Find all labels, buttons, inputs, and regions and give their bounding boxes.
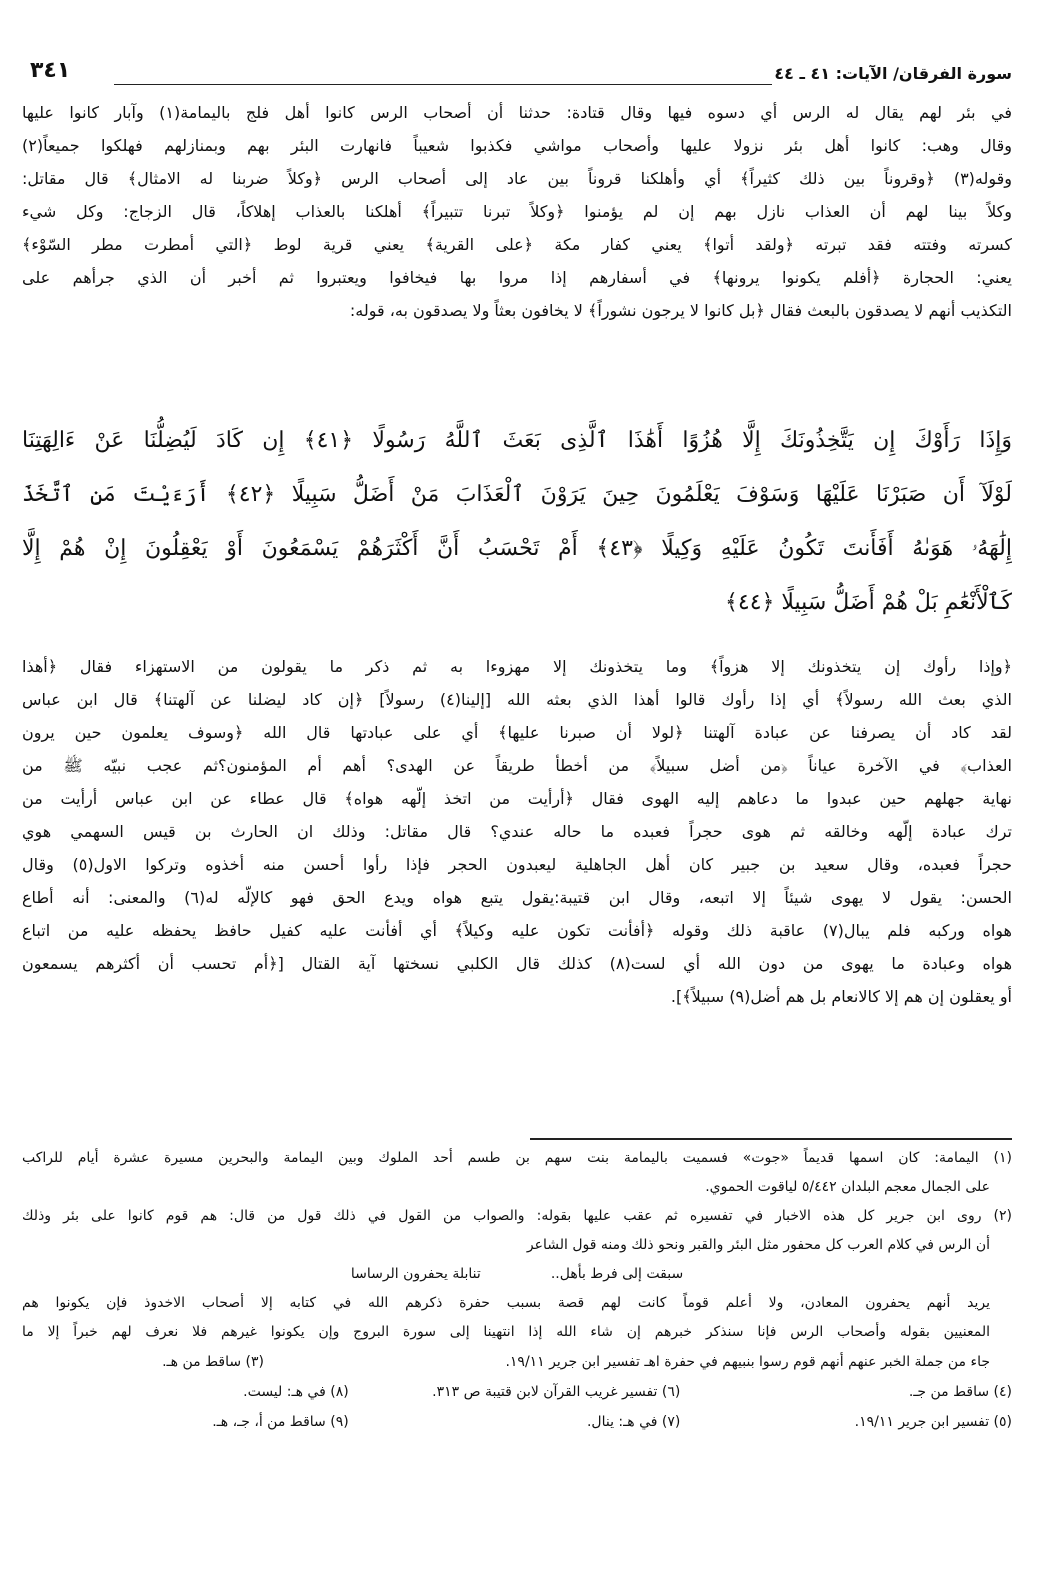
verse-line: إِلَٰهَهُۥ هَوَىٰهُ أَفَأَنتَ تَكُونُ عَلَيْهِ وَكِيلًا ﴿٤٣﴾ أَمْ تَحْسَبُ أَنَّ أَكْثَرَهُمْ يَسْمَعُونَ أَوْ يَعْقِلُونَ إِنْ هُمْ إِلَّا [22, 536, 1012, 561]
footnote-9: (٩) ساقط من أ، جـ، هـ. [212, 1414, 349, 1430]
text-line: وقال وهب: كانوا أهل بئر نزولا عليها وأصحاب مواشي فكذبوا شعيباً فانهارت البئر بهم وبمنازلهم فهلكوا جميعاً(٢) [22, 136, 1012, 155]
verse-line: كَٱلْأَنْعَٰمِ بَلْ هُمْ أَضَلُّ سَبِيلًا ﴿٤٤﴾ [725, 590, 1012, 615]
verse-line: وَإِذَا رَأَوْكَ إِن يَتَّخِذُونَكَ إِلَّا هُزُوًا أَهَٰذَا ٱلَّذِى بَعَثَ ٱللَّهُ رَسُولًا ﴿٤١﴾ إِن كَادَ لَيُضِلُّنَا عَنْ ءَالِهَتِنَا [22, 428, 1012, 453]
text-line: هواه وركبه فلم يبال(٧) عاقبة ذلك وقوله ﴿أفأنت تكون عليه وكيلاً﴾ أي أفأنت عليه كفيل حافظ يحفظه عليه من اتباع [22, 921, 1012, 940]
footnote-3: (٣) ساقط من هـ. [162, 1354, 264, 1370]
text-line: كسرته وفتته فقد تبرته ﴿ولقد أتوا﴾ يعني كفار مكة ﴿على القرية﴾ يعني قرية لوط ﴿التي أمطرت مطر السّوْء﴾ [22, 235, 1012, 254]
footnote-6: (٦) تفسير غريب القرآن لابن قتيبة ص ٣١٣. [432, 1384, 681, 1400]
footnote-8: (٨) في هـ: ليست. [243, 1384, 349, 1400]
text-line: وكلاً بينا لهم أن العذاب نازل بهم إن لم يؤمنوا ﴿وكلاً تبرنا تتبيراً﴾ أهلكنا بالعذاب إهلاكاً، قال الزجاج: وكل شيء [22, 202, 1012, 221]
poem-verse [22, 1260, 1012, 1289]
footnote-1-cont: على الجمال معجم البلدان ٥/٤٤٢ لياقوت الحموي. [705, 1179, 990, 1195]
text-line: العذاب﴾ في الآخرة عياناً ﴿من أضل سبيلاً﴾ من أخطأ طريقاً عن الهدى؟ أهم أم المؤمنون؟ثم عجب نبيّه ﷺ من [22, 756, 1012, 775]
text-line: لقد كاد أن يصرفنا عن عبادة آلهتنا ﴿لولا أن صبرنا عليها﴾ أي على عبادتها قال الله ﴿وسوف يعلمون حين يرون [22, 723, 1012, 742]
text-line: حجراً فعبده، وقال سعيد بن جبير كان أهل الجاهلية ليعبدون الحجر فإذا رأوا أحسن منه أخذوه وتركوا الاول(٥) وقال [22, 855, 1012, 874]
footnote-row [22, 1347, 1012, 1377]
footnote-row [22, 1407, 1012, 1437]
text-line: يعني: الحجارة ﴿أفلم يكونوا يرونها﴾ في أسفارهم إذا مروا بها فيخافوا ويعتبروا ثم أخبر أن الذي جرأهم على [22, 268, 1012, 287]
text-line: ﴿وإذا رأوك إن يتخذونك إلا هزواً﴾ وما يتخذونك إلا مهزوءا به ثم ذكر ما يقولون من الاستهزاء فقال ﴿أهذا [22, 657, 1012, 676]
footnote-2-cont: أن الرس في كلام العرب كل محفور مثل البئر والقبر ونحو ذلك ومنه قول الشاعر [526, 1237, 990, 1253]
poem-hemistich-1: سبقت إلى فرط بأهل.. [550, 1266, 684, 1282]
footnote-5: (٥) تفسير ابن جرير ١٩/١١. [854, 1414, 1012, 1430]
page-header [22, 58, 1012, 92]
text-line: وقوله(٣) ﴿وقروناً بين ذلك كثيراً﴾ أي وأهلكنا قروناً بين عاد إلى أصحاب الرس ﴿وكلاً ضربنا له الامثال﴾ قال مقاتل: [22, 169, 1012, 188]
page-number: ٣٤١ [30, 58, 71, 83]
footnote-2-cont: المعنيين بقوله وأصحاب الرس فإنا سنذكر خبرهم إن شاء الله إذا انتهينا إلى سورة البروج وإن يكونوا غيرهم فلا نعرف لهم خبراً إلا ما [22, 1324, 990, 1340]
text-line: الذي بعث الله رسولاً﴾ أي إذا رأوك قالوا أهذا الذي بعثه الله [إلينا(٤) رسولاً] ﴿إن كاد ليضلنا عن آلهتنا﴾ قال ابن عباس [22, 690, 1012, 709]
footnote-rule [530, 1138, 1012, 1140]
header-rule [114, 84, 772, 85]
footnote-row [22, 1377, 1012, 1407]
footnote-2-end: جاء من جملة الخبر عنهم أنهم قوم رسوا بنبيهم في حفرة اهـ تفسير ابن جرير ١٩/١١. [505, 1354, 990, 1370]
text-line: هواه وعبادة ما يهوى من دون الله أي لست(٨) كذلك قال الكلبي نسختها آية القتال [﴿أم تحسب أن أكثرهم يسمعون [22, 954, 1012, 973]
poem-hemistich-2: تنابلة يحفرون الرساسا [350, 1266, 481, 1282]
text-line: نهاية جهلهم حين عبدوا ما دعاهم إليه الهوى فقال ﴿أرأيت من اتخذ إلّهه هواه﴾ قال عطاء عن ابن عباس أرأيت من [22, 789, 1012, 808]
footnote-4: (٤) ساقط من جـ. [908, 1384, 1012, 1400]
commentary-text [22, 650, 1012, 1013]
verse-line: لَوْلَآ أَن صَبَرْنَا عَلَيْهَا وَسَوْفَ يَعْلَمُونَ حِينَ يَرَوْنَ ٱلْعَذَابَ مَنْ أَضَلُّ سَبِيلًا ﴿٤٢﴾ أَرَءَيْتَ مَنِ ٱتَّخَذَ [22, 482, 1012, 507]
footnotes [22, 1144, 1012, 1437]
text-line: أو يعقلون إن هم إلا كالانعام بل هم أضل(٩) سبيلاً﴾]. [670, 987, 1012, 1006]
footnote-2-cont: يريد أنهم يحفرون المعادن، ولا أعلم قوماً كانت لهم قصة بسبب حفرة ذكرهم الله في كتابه إلا أصحاب الاخدوذ فإن يكونوا هم [22, 1295, 990, 1311]
quran-verses [22, 414, 1012, 630]
footnote-2: (٢) روى ابن جرير كل هذه الاخبار في تفسيره ثم عقب عليها بقوله: والصواب من القول في ذلك قول من قال: هم قوم كانوا على بئر وذلك [22, 1208, 1012, 1224]
text-line: في بئر لهم يقال له الرس أي دسوه فيها وقال قتادة: حدثنا أن أصحاب الرس كانوا أهل فلج باليمامة(١) وآبار كانوا عليها [22, 103, 1012, 122]
footnote-1: (١) اليمامة: كان اسمها قديماً «جوت» فسميت باليمامة بنت سهم بن طسم أحد الملوك وبين اليمامة والبحرين مسيرة عشرة أيام للراكب [22, 1150, 1012, 1166]
text-line: التكذيب أنهم لا يصدقون بالبعث فقال ﴿بل كانوا لا يرجون نشوراً﴾ لا يخافون بعثاً ولا يصدقون به، قوله: [349, 301, 1012, 320]
text-line: الحسن: يقول لا يهوى شيئاً إلا اتبعه، وقال ابن قتيبة:يقول يتبع هواه ويدع الحق فهو كالإلّه له(٦) والمعنى: أنه أطاع [22, 888, 1012, 907]
body-text [22, 96, 1012, 327]
text-line: ترك عبادة إلّهه وخالقه ثم هوى حجراً فعبده ما حاله عندي؟ قال مقاتل: وذلك ان الحارث بن قيس السهمي هوي [22, 822, 1012, 841]
surah-title: سورة الفرقان/ الآيات: ٤١ ـ ٤٤ [774, 64, 1012, 83]
footnote-7: (٧) في هـ: ينال. [586, 1414, 681, 1430]
